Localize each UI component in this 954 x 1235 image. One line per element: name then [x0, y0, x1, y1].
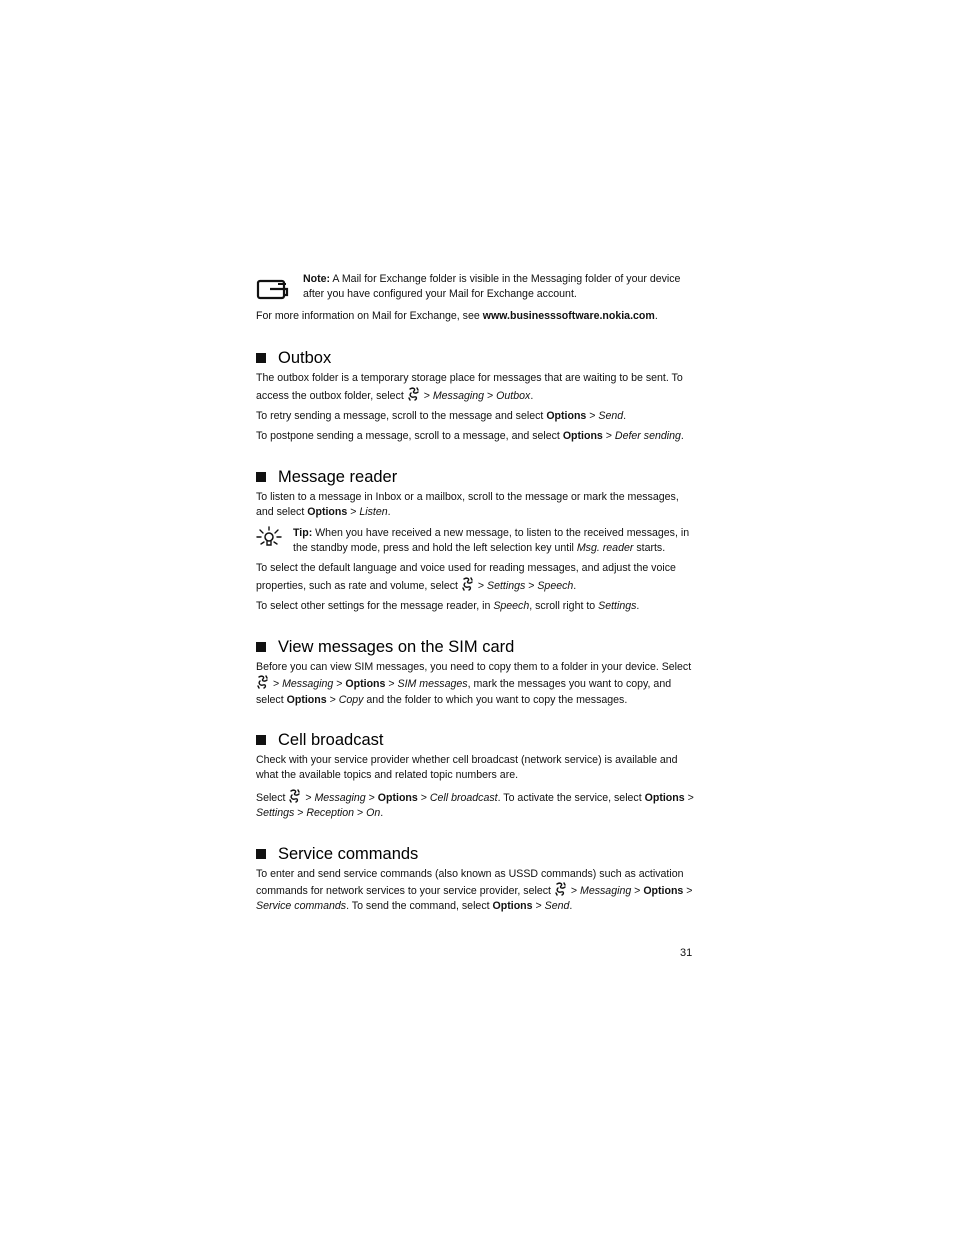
outbox-paragraph-1: The outbox folder is a temporary storage place for messages that are waiting to be sent. To access the outbox folder, select > Messaging > Outbox.: [256, 372, 683, 402]
reader-paragraph-3: To select other settings for the message reader, in Speech, scroll right to Settings.: [256, 600, 640, 613]
square-bullet-icon: [256, 735, 266, 745]
outbox-paragraph-3: To postpone sending a message, scroll to a message, and select Options > Defer sending.: [256, 430, 684, 443]
tip-block: Tip: When you have received a new message, to listen to the received messages, in the standby mode, press and hold the left selection key until Msg. reader starts.: [256, 526, 698, 557]
service-paragraph-1: To enter and send service commands (also known as USSD commands) such as activation commands for network services to your service provider, select > Messaging > Options > Service commands. To send the command, select Options > Send.: [256, 867, 693, 913]
section-message-reader: [256, 467, 698, 615]
menu-icon: [257, 675, 269, 689]
section-cell-broadcast: [256, 730, 698, 822]
square-bullet-icon: [256, 472, 266, 482]
note-icon: [256, 276, 290, 307]
section-heading: [256, 467, 698, 487]
section-title: Cell broadcast: [278, 730, 384, 749]
section-title: Message reader: [278, 467, 398, 486]
square-bullet-icon: [256, 353, 266, 363]
more-info-suffix: .: [654, 309, 658, 322]
square-bullet-icon: [256, 642, 266, 652]
section-sim-messages: [256, 637, 698, 708]
more-info-link[interactable]: www.businesssoftware.nokia.com: [482, 309, 655, 322]
sim-paragraph-1: Before you can view SIM messages, you need to copy them to a folder in your device. Select > Messaging > Options > SIM messages, mark the messages you want to copy, and select Options > Copy and the folder to which you want to copy the messages.: [256, 660, 692, 706]
section-heading: [256, 348, 698, 368]
note-label: Note:: [303, 273, 331, 285]
note-text: A Mail for Exchange folder is visible in the Messaging folder of your device after you have configured your Mail for Exchange account.: [303, 273, 681, 301]
menu-icon: [408, 387, 420, 401]
section-heading: [256, 844, 698, 864]
reader-paragraph-2: To select the default language and voice used for reading messages, and adjust the voice properties, such as rate and volume, select > Settings > Speech.: [256, 562, 676, 592]
tip-label: Tip:: [293, 526, 313, 539]
outbox-paragraph-2: To retry sending a message, scroll to the message and select Options > Send.: [256, 410, 627, 423]
menu-icon: [555, 882, 567, 896]
more-info-paragraph: [256, 309, 698, 324]
square-bullet-icon: [256, 849, 266, 859]
section-title: View messages on the SIM card: [278, 637, 515, 656]
reader-paragraph-1: To listen to a message in Inbox or a mailbox, scroll to the message or mark the messages, and select Options > Listen.: [256, 490, 679, 519]
cell-paragraph-2: Select > Messaging > Options > Cell broadcast. To activate the service, select Options > Settings > Reception > On.: [256, 789, 698, 822]
page-number: 31: [680, 947, 693, 959]
lightbulb-icon: [256, 526, 282, 555]
section-title: Outbox: [278, 349, 332, 368]
section-service-commands: [256, 844, 698, 915]
cell-paragraph-1: Check with your service provider whether cell broadcast (network service) is available and what the available topics and related topic numbers are.: [256, 753, 678, 782]
section-title: Service commands: [278, 844, 419, 863]
section-heading: [256, 637, 698, 657]
menu-icon: [289, 789, 301, 803]
menu-icon: [462, 577, 474, 591]
more-info-prefix: For more information on Mail for Exchange, see: [256, 309, 483, 322]
note-block: [256, 272, 698, 303]
page-content: [256, 272, 698, 915]
section-outbox: [256, 348, 698, 445]
section-heading: [256, 730, 698, 750]
